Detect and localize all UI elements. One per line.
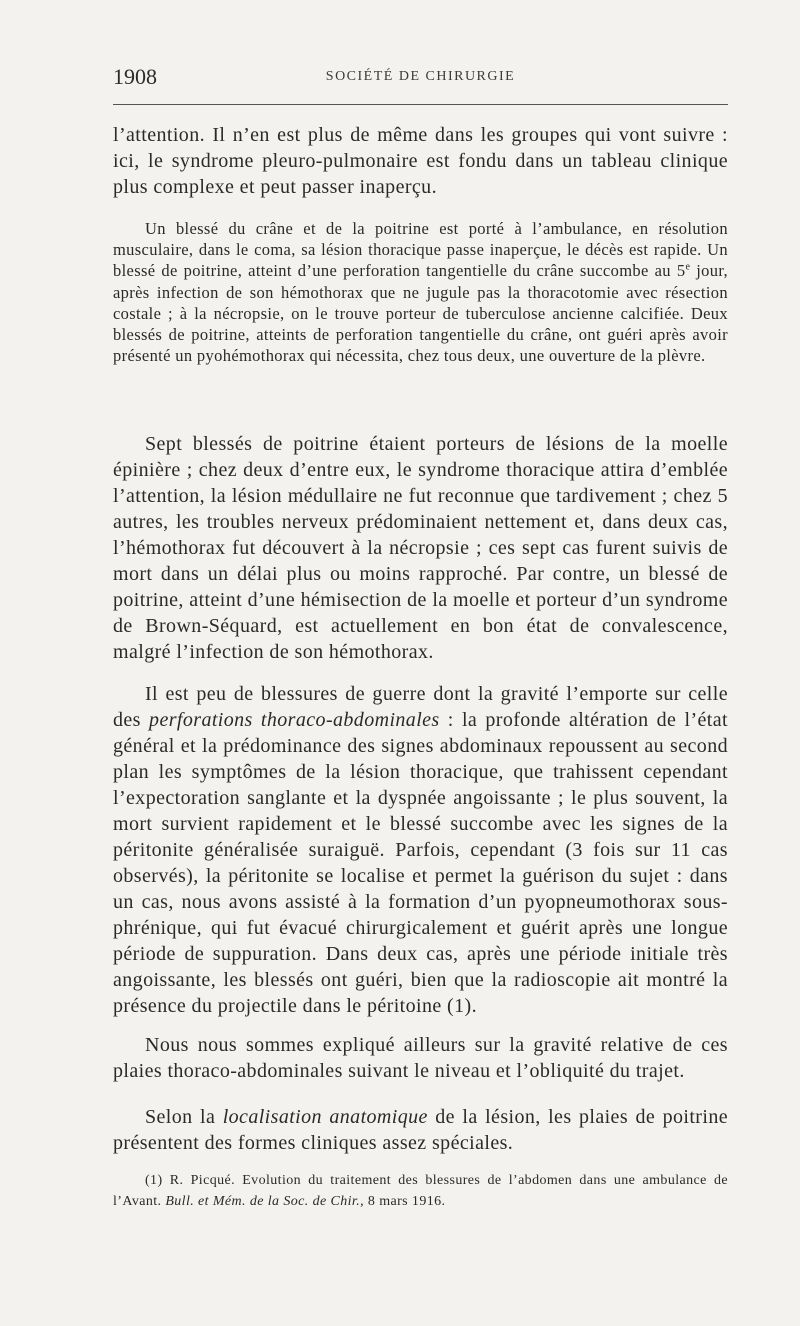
paragraph-thoraco-abdominal [113,681,728,1019]
ordinal-superscript: e [685,261,691,273]
paragraph-small-print-text: Un blessé du crâne et de la poitrine est porté à l’ambulance, en résolution musculaire, dans le coma, sa lésion thoracique passe inaperçue, le décès est rapide. Un blessé de poitrine, atteint d’une perforation tangentielle du crâne succombe au 5 [113,219,728,281]
paragraph-text: Selon la [145,1106,223,1128]
footnote-citation: Bull. et Mém. de la Soc. de Chir. [165,1194,361,1209]
paragraph-small-print-text-2: jour, après infection de son hémothorax que ne jugule pas la thoracotomie avec résection costale ; à la nécropsie, on le trouve porteur de tuberculose ancienne calcifiée. Deux blessés de poitrine, atteints de perforation tangentielle du crâne, ont guéri après avoir présenté un pyohémothorax qui nécessita, chez tous deux, une ouverture de la plèvre. [113,261,728,366]
paragraph-spinal-lesions: Sept blessés de poitrine étaient porteurs de lésions de la moelle épinière ; chez deux d’entre eux, le syndrome thoracique attira d’emblée l’attention, la lésion médullaire ne fut reconnue que tardivement ; chez 5 autres, les troubles nerveux prédominaient nettement et, dans deux cas, l’hémothorax fut découvert à la nécropsie ; ces sept cas furent suivis de mort dans un délai plus ou moins rapproché. Par contre, un blessé de poitrine, atteint d’une hémisection de la moelle et porteur d’un syndrome de Brown-Séquard, est actuellement en bon état de convalescence, malgré l’infection de son hémothorax. [113,433,728,663]
header-rule [113,104,728,105]
paragraph-gravity: Nous nous sommes expliqué ailleurs sur la gravité relative de ces plaies thoraco-abdominales suivant le niveau et l’obliquité du trajet. [113,1034,728,1082]
footnote-text: (1) R. Picqué. Evolution du traitement des blessures de l’abdomen dans une ambulance de l’Avant. [113,1173,728,1209]
footnote [113,1170,728,1212]
page-number: 1908 [113,64,157,89]
paragraph-text: Il est peu de blessures de guerre dont la gravité l’emporte sur celle des [113,683,728,731]
page-header [113,64,728,92]
paragraph-text-2: : la profonde altération de l’état général et la prédominance des signes abdominaux repoussent au second plan les symptômes de la lésion thoracique, que trahissent cependant l’expectoration sanglante et la dyspnée angoissante ; le plus souvent, la mort survient rapidement et le blessé succombe avec les signes de la péritonite généralisée suraiguë. Parfois, cependant (3 fois sur 11 cas observés), la péritonite se localise et permet la guérison du sujet : dans un cas, nous avons assisté à la formation d’un pyopneumothorax sous-phrénique, qui fut évacué chirurgicalement et guérit après une longue période de suppuration. Dans deux cas, après une période initiale très angoissante, les blessés ont guéri, bien que la radioscopie ait montré la présence du projectile dans le péritoine (1). [113,709,728,1017]
italic-term: perforations thoraco-abdominales [149,709,440,731]
paragraph-localisation [113,1104,728,1156]
paragraph-text-2: de la lésion, les plaies de poitrine présentent des formes cliniques assez spéciales. [113,1106,729,1154]
paragraph-continuation: l’attention. Il n’en est plus de même dans les groupes qui vont suivre : ici, le syndrome pleuro-pulmonaire est fondu dans un tableau clinique plus complexe et peut passer inaperçu. [113,124,728,198]
paragraph-small-print [113,218,728,366]
italic-term: localisation anatomique [222,1106,428,1128]
footnote-text-2: , 8 mars 1916. [360,1194,446,1209]
running-head: SOCIÉTÉ DE CHIRURGIE [325,69,516,84]
